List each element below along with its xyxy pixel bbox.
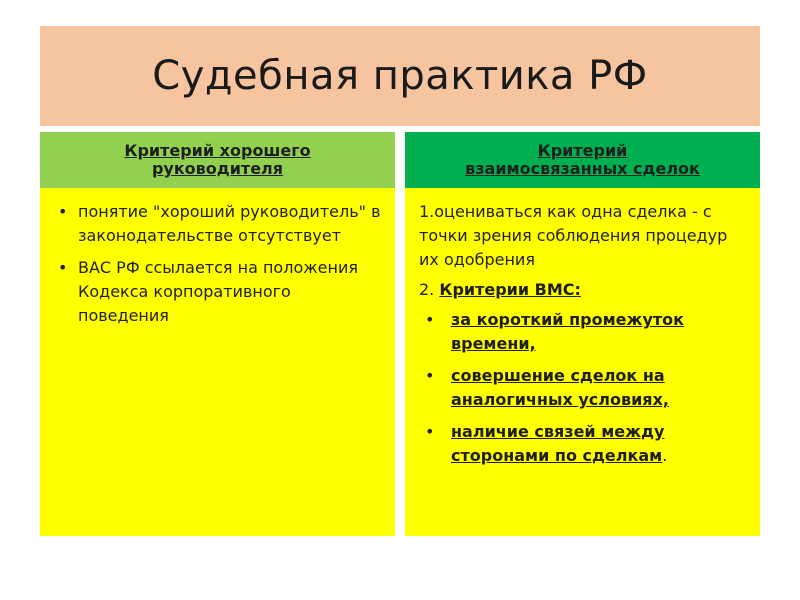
related-deals-item-1: 1.оцениваться как одна сделка - с точки зрения соблюдения процедур их одобрения — [419, 202, 728, 269]
related-deals-body — [405, 188, 760, 468]
good-manager-list — [54, 200, 381, 328]
good-manager-body — [40, 188, 395, 328]
list-item: • ВАС РФ ссылается на положения Кодекса корпоративного поведения — [54, 256, 381, 328]
related-deals-column — [405, 132, 760, 536]
title-banner — [40, 26, 760, 126]
criterion-text: наличие связей между сторонами по сделкам — [451, 422, 665, 465]
good-manager-column — [40, 132, 395, 536]
list-item — [419, 308, 746, 356]
related-deals-header-line2: взаимосвязанных сделок — [465, 159, 700, 178]
criterion-text: совершение сделок на аналогичных условиях, — [451, 366, 669, 409]
related-deals-header — [405, 132, 760, 188]
good-manager-header — [40, 132, 395, 188]
list-item — [419, 364, 746, 412]
good-manager-header-line2: руководителя — [151, 159, 284, 178]
vms-criteria-label: Критерии ВМС: — [439, 280, 581, 299]
related-deals-item-2 — [419, 278, 746, 302]
criterion-text: за короткий промежуток времени, — [451, 310, 684, 353]
list-item — [419, 420, 746, 468]
good-manager-header-line1: Критерий хорошего — [124, 141, 311, 160]
related-deals-header-line1: Критерий — [537, 141, 628, 160]
page-title: Судебная практика РФ — [152, 53, 648, 99]
item-2-number: 2. — [419, 280, 435, 299]
criterion-suffix: . — [662, 446, 668, 465]
vms-criteria-list — [419, 308, 746, 468]
list-item: • понятие "хороший руководитель" в законодательстве отсутствует — [54, 200, 381, 248]
